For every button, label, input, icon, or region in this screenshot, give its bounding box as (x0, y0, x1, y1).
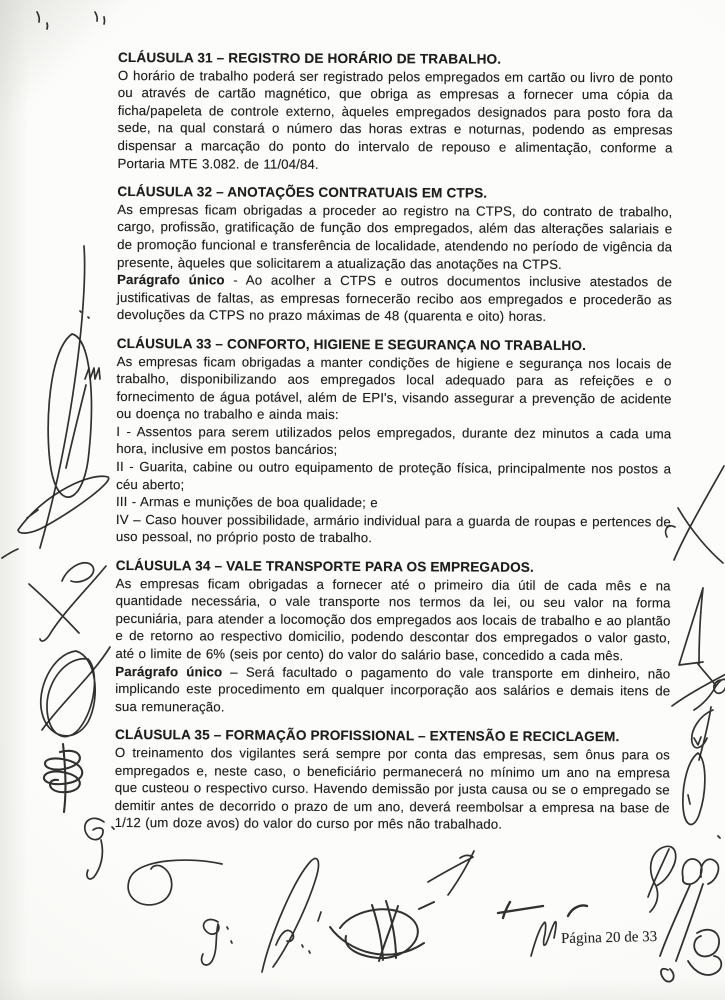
clause-31-body: O horário de trabalho poderá ser registrado pelos empregados em cartão ou livro de ponto ou através de cartão magnético, que obriga as empresas a fornecer uma cópia da ficha/papeleta de controle externo, àqueles empregados designados para posto fora da sede, na qual constará o número das horas extras e noturnas, podendo as empresas dispensar a marcação do ponto do intervalo de repouso e alimentação, conforme a Portaria MTE 3.082. de 11/04/84. (117, 67, 673, 172)
sole-paragraph-sep: – (222, 664, 246, 680)
signature-bottom-j-loop-icon (128, 860, 222, 905)
clause-34-sole-paragraph (115, 663, 670, 718)
clause-33-item-3: III - Armas e munições de boa qualidade; e (115, 494, 378, 511)
signature-left-double-oval-icon (41, 651, 95, 737)
sole-paragraph-text: Ao acolher a CTPS e outros documentos inclusive atestados de justificativas de faltas, as empresas fornecerão recibo aos empregados e procederão as devoluções da CTPS no prazo máximas de 48 (quarenta e oito) horas. (116, 272, 673, 325)
clause-31-title: CLÁUSULA 31 – REGISTRO DE HORÁRIO DE TRABALHO. (117, 49, 502, 67)
signature-bottom-right-scribble-icon (660, 836, 721, 982)
sole-paragraph-text: Será facultado o pagamento do vale transporte em dinheiro, não implicando este procedimento em qualquer incorporação aos salários e demais itens de sua remuneração. (115, 664, 671, 715)
signature-bottom-g-icon (202, 919, 232, 964)
sole-paragraph-lead: Parágrafo único (116, 272, 225, 288)
ink-marks-top-left-icon (37, 12, 105, 29)
signature-bottom-dash-icon (498, 902, 587, 918)
clause-35-body: O treinamento dos vigilantes será sempre por conta das empresas, sem ônus para os empregados e, neste caso, o beneficiário permanecerá no mínimo um ano na empresa que custeou o respectivo curso. Havendo demissão por justa causa ou se o empregado se demitir antes de decorrido o prazo de um ano, deverá reembolsar a empresa na base de 1/12 (um doze avos) do valor do curso por mês não trabalhado. (114, 744, 670, 833)
signature-right-balloon-icon (648, 846, 676, 912)
clause-34 (115, 557, 671, 718)
signature-left-tall-loop-icon (40, 246, 100, 548)
clause-31 (117, 49, 673, 175)
signature-right-x-icon (666, 466, 724, 563)
clause-33-item-4: IV – Caso houver possibilidade, armário individual para a guarda de roupas e pertences de uso pessoal, no próprio posto de trabalho. (115, 511, 671, 546)
document-body (115, 49, 673, 845)
clause-32-body: As empresas ficam obrigadas a proceder ao registro na CTPS, do contrato de trabalho, cargo, profissão, gratificação de função dos empregados, além das alterações salariais e de promoção funcional e transferência de localidade, atendendo no período de vigência da presente, àqueles que solicitarem a atualização das anotações na CTPS. (117, 201, 673, 272)
signature-left-crossing-stroke-icon (42, 647, 110, 730)
signature-bottom-pen-loop-icon (262, 858, 321, 972)
clause-33-body: As empresas ficam obrigadas a manter condições de higiene e segurança nos locais de trabalho, disponibilizando aos empregados local adequado para as refeições e o fornecimento de água potável, além de EPI's, visando assegurar a prevenção de acidente ou doença no trabalho e ainda mais: (116, 353, 672, 423)
clause-33-item-2: II - Guarita, cabine ou outro equipamento de proteção física, principalmente nos postos a céu aberto; (116, 459, 672, 492)
clause-35 (115, 726, 670, 834)
footer-check-mark-icon (531, 922, 556, 956)
clause-33 (116, 335, 672, 549)
clause-35-title: CLÁUSULA 35 – FORMAÇÃO PROFISSIONAL – EXTENSÃO E RECICLAGEM. (114, 727, 620, 745)
clause-34-body: As empresas ficam obrigadas a fornecer até o primeiro dia útil de cada mês e na quantidade necessária, o vale transporte nos termos da lei, ou seu valor na forma pecuniária, para atender a locomoção dos empregados aos locais de trabalho e ao plantão e de retorno ao respectivo domicilio, podendo descontar dos empregados o valor gasto, até o limite de 6% (seis por cento) do valor do salário base, concedido a cada mês. (115, 575, 671, 664)
signature-bottom-flick-icon (428, 851, 474, 895)
sole-paragraph-sep: - (224, 272, 246, 288)
signature-left-x-loop-icon (29, 563, 106, 641)
signature-right-angular-icon (672, 588, 725, 760)
clause-34-title: CLÁUSULA 34 – VALE TRANSPORTE PARA OS EMPREGADOS. (115, 558, 535, 575)
signature-left-scribble-icon (44, 744, 82, 812)
clause-33-item-1: I - Assentos para serem utilizados pelos empregados, durante dez minutos a cada uma hora, inclusive em postos bancários; (116, 423, 672, 458)
signature-bottom-ball-icon (330, 901, 434, 961)
page-number: Página 20 de 33 (560, 928, 658, 948)
clause-32-title: CLÁUSULA 32 – ANOTAÇÕES CONTRATUAIS EM CTPS. (117, 184, 488, 201)
signature-left-g-initial-icon (85, 818, 114, 879)
clause-32 (117, 183, 673, 326)
signature-left-leaf-icon (2, 476, 109, 558)
clause-33-title: CLÁUSULA 33 – CONFORTO, HIGIENE E SEGURANÇA NO TRABALHO. (116, 335, 587, 353)
signature-right-oval-icon (683, 737, 705, 825)
clause-32-sole-paragraph (117, 271, 672, 326)
sole-paragraph-lead: Parágrafo único (115, 663, 223, 680)
